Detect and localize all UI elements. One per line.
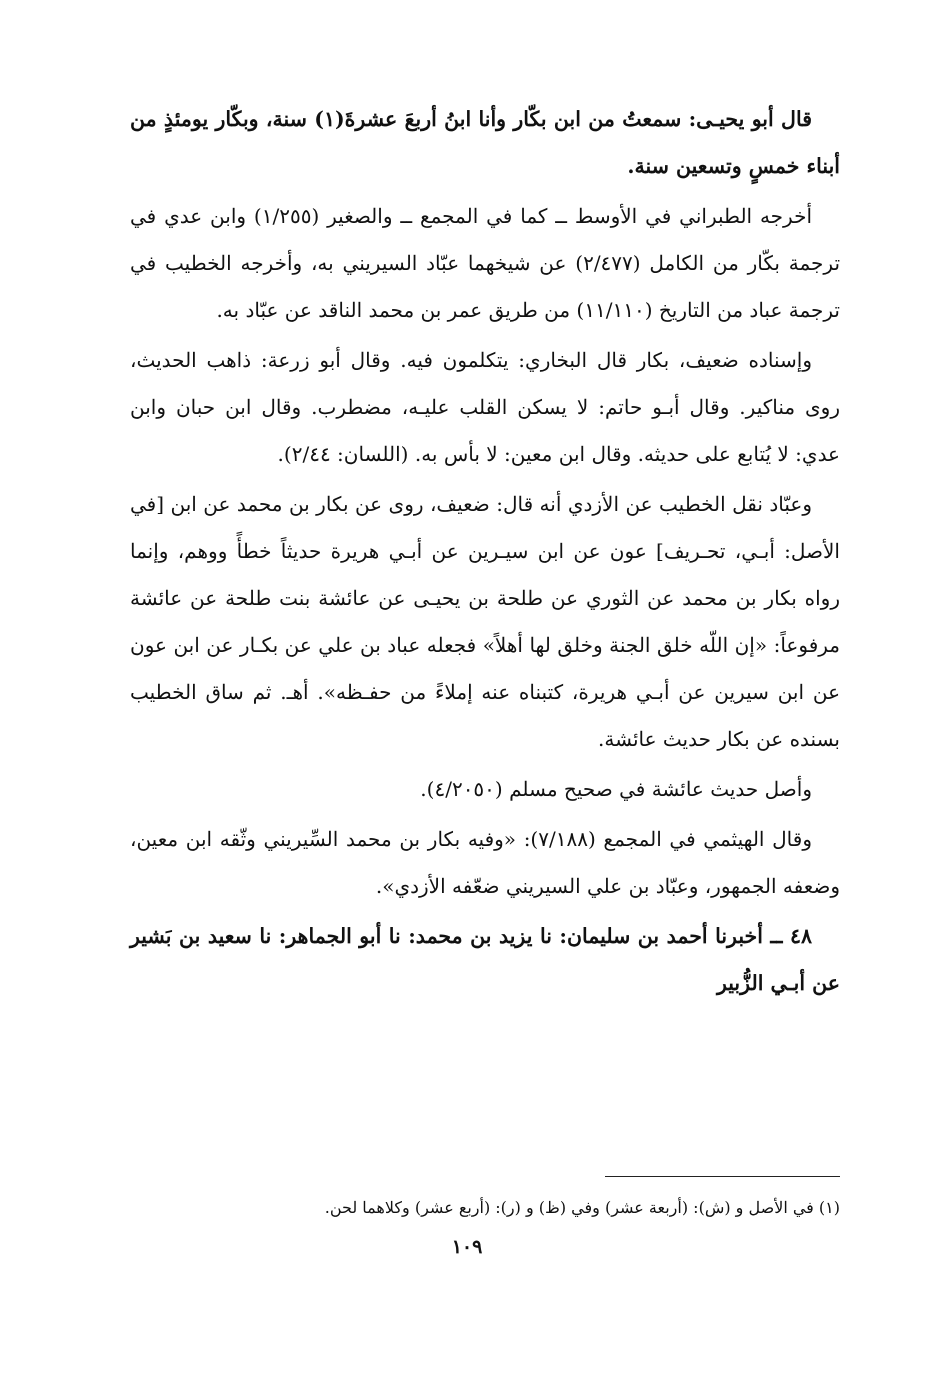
haythami-paragraph: وقال الهيثمي في المجمع (٧/١٨٨): «وفيه بكار بن محمد السِّيريني وثّقه ابن معين، وضعفه الجمهور، وعبّاد بن علي السيريني ضعّفه الأزدي». (130, 827, 840, 898)
abbad-paragraph: وعبّاد نقل الخطيب عن الأزدي أنه قال: ضعيف، روى عن بكار بن محمد عن ابن [في الأصل: أبـي، تحـريف] عون عن ابن سيـرين عن أبـي هريرة حديثاً خطأً ووهم، وإنما رواه بكار بن محمد عن الثوري عن طلحة بن يحيـى عن عائشة بنت طلحة عن عائشة مرفوعاً: «إن اللّه خلق الجنة وخلق لها أهلاً» فجعله عباد بن علي عن بكـار عن ابن عون عن ابن سيرين عن أبـي هريرة، كتبناه عنه إملاءً من حفـظه». أهـ. ثم ساق الخطيب بسنده عن بكار حديث عائشة. (130, 492, 840, 751)
muslim-paragraph: وأصل حديث عائشة في صحيح مسلم (٤/٢٠٥٠). (420, 777, 812, 801)
page-number: ١٠٩ (451, 1236, 483, 1258)
footnote-divider (605, 1176, 840, 1177)
page-body (130, 96, 840, 1007)
takhrij-paragraph: أخرجه الطبراني في الأوسط ــ كما في المجمع ــ والصغير (١/٢٥٥) وابن عدي في ترجمة بكّار من الكامل (٢/٤٧٧) عن شيخهما عبّاد السيريني به، وأخرجه الخطيب في ترجمة عباد من التاريخ (١١/١١٠) من طريق عمر بن محمد الناقد عن عبّاد به. (130, 204, 841, 322)
footnote: (١) في الأصل و (ش): (أربعة عشر) وفي (ظ) و (ر): (أربع عشر) وكلاهما لحن. (324, 1198, 840, 1217)
narration-paragraph: قال أبو يحيـى: سمعتُ من ابن بكّار وأنا ابنُ أربعَ عشرةَ(١) سنة، وبكّار يومئذٍ من أبناء خمسٍ وتسعين سنة. (130, 107, 840, 178)
hadith-48-heading: ٤٨ ــ أخبرنا أحمد بن سليمان: نا يزيد بن محمد: نا أبو الجماهر: نا سعيد بن بَشير عن أبـي الزُّبير (130, 924, 840, 995)
isnad-paragraph: وإسناده ضعيف، بكار قال البخاري: يتكلمون فيه. وقال أبو زرعة: ذاهب الحديث، روى مناكير. وقال أبـو حاتم: لا يسكن القلب عليـه، مضطرب. وقال ابن حبان وابن عدي: لا يُتابع على حديثه. وقال ابن معين: لا بأس به. (اللسان: ٢/٤٤). (130, 348, 840, 466)
